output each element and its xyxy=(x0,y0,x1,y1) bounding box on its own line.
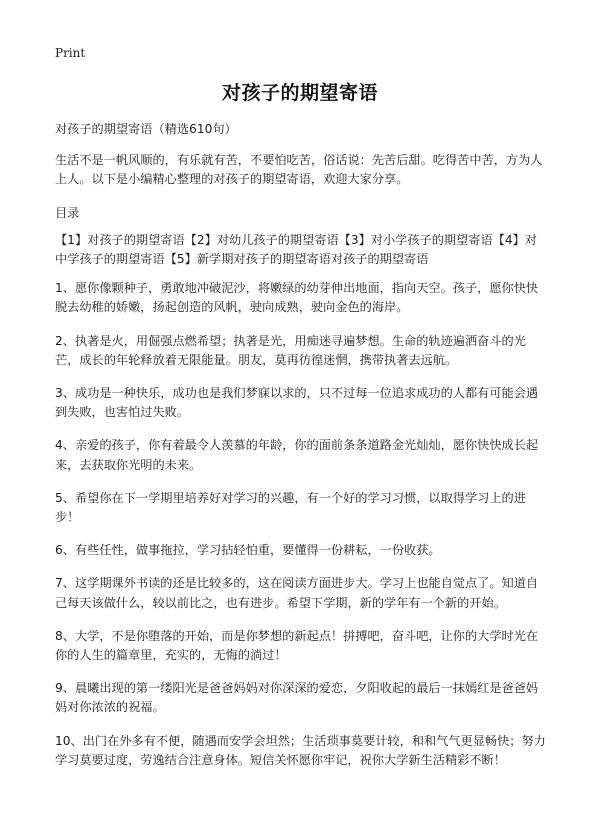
toc-link-1[interactable]: 【1】对孩子的期望寄语 xyxy=(55,232,185,247)
list-item: 8、大学，不是你堕落的开始，而是你梦想的新起点！拼搏吧，奋斗吧，让你的大学时光在你的人生的篇章里，充实的，无悔的淌过！ xyxy=(55,628,539,663)
toc-link-4[interactable]: 【4】对中学孩子的期望寄语 xyxy=(55,232,537,267)
list-item: 5、希望你在下一学期里培养好对学习的兴趣，有一个好的学习习惯，以取得学习上的进步！ xyxy=(55,490,526,525)
article-body xyxy=(55,120,547,784)
list-item: 9、晨曦出现的第一缕阳光是爸爸妈妈对你深深的爱恋，夕阳收起的最后一抹嫣红是爸爸妈妈对你浓浓的祝福。 xyxy=(55,681,539,715)
print-label[interactable]: Print xyxy=(55,46,86,60)
toc-link-5[interactable]: 【5】新学期对孩子的期望寄语对孩子的期望寄语 xyxy=(164,252,429,267)
table-of-contents xyxy=(55,231,547,269)
list-item: 10、出门在外多有不便，随遇而安学会坦然；生活琐事莫要计较，和和气气更显畅快；努力学习莫要过度，劳逸结合注意身体。短信关怀愿你牢记，祝你大学新生活精彩不断！ xyxy=(55,733,546,767)
toc-link-2[interactable]: 【2】对幼儿孩子的期望寄语 xyxy=(184,232,339,247)
list-item: 7、这学期课外书读的还是比较多的，这在阅读方面进步大。学习上也能自觉点了。知道自己每天该做什么，较以前比之，也有进步。希望下学期，新的学年有一个新的开始。 xyxy=(55,576,539,610)
toc-link-3[interactable]: 【3】对小学孩子的期望寄语 xyxy=(338,232,493,247)
intro-paragraph: 生活不是一帆风顺的，有乐就有苦，不要怕吃苦，俗话说：先苦后甜。吃得苦中苦，方为人上人。以下是小编精心整理的对孩子的期望寄语，欢迎大家分享。 xyxy=(55,153,543,187)
page-title: 对孩子的期望寄语 xyxy=(221,82,378,104)
list-item: 4、亲爱的孩子，你有着最令人羡慕的年龄，你的面前条条道路金光灿灿，愿你快快成长起来，去获取你光明的未来。 xyxy=(55,438,539,472)
article-subtitle: 对孩子的期望寄语（精选610句） xyxy=(55,122,237,136)
list-item: 1、愿你像颗种子，勇敢地冲破泥沙，将嫩绿的幼芽伸出地面，指向天空。孩子，愿你快快脱去幼稚的娇嫩，扬起创造的风帆，驶向成熟，驶向金色的海岸。 xyxy=(55,281,539,315)
list-item: 6、有些任性，做事拖拉，学习拈轻怕重，要懂得一份耕耘，一份收获。 xyxy=(55,543,441,558)
toc-heading: 目录 xyxy=(55,205,80,220)
list-item: 2、执著是火，用倔强点燃希望；执著是光，用痴迷寻遍梦想。生命的轨迹遍洒奋斗的光芒，成长的年轮释放着无限能量。朋友，莫再彷徨迷惘，携带执著去远航。 xyxy=(55,333,526,367)
list-item: 3、成功是一种快乐，成功也是我们梦寐以求的，只不过每一位追求成功的人都有可能会遇到失败，也害怕过失败。 xyxy=(55,386,539,420)
